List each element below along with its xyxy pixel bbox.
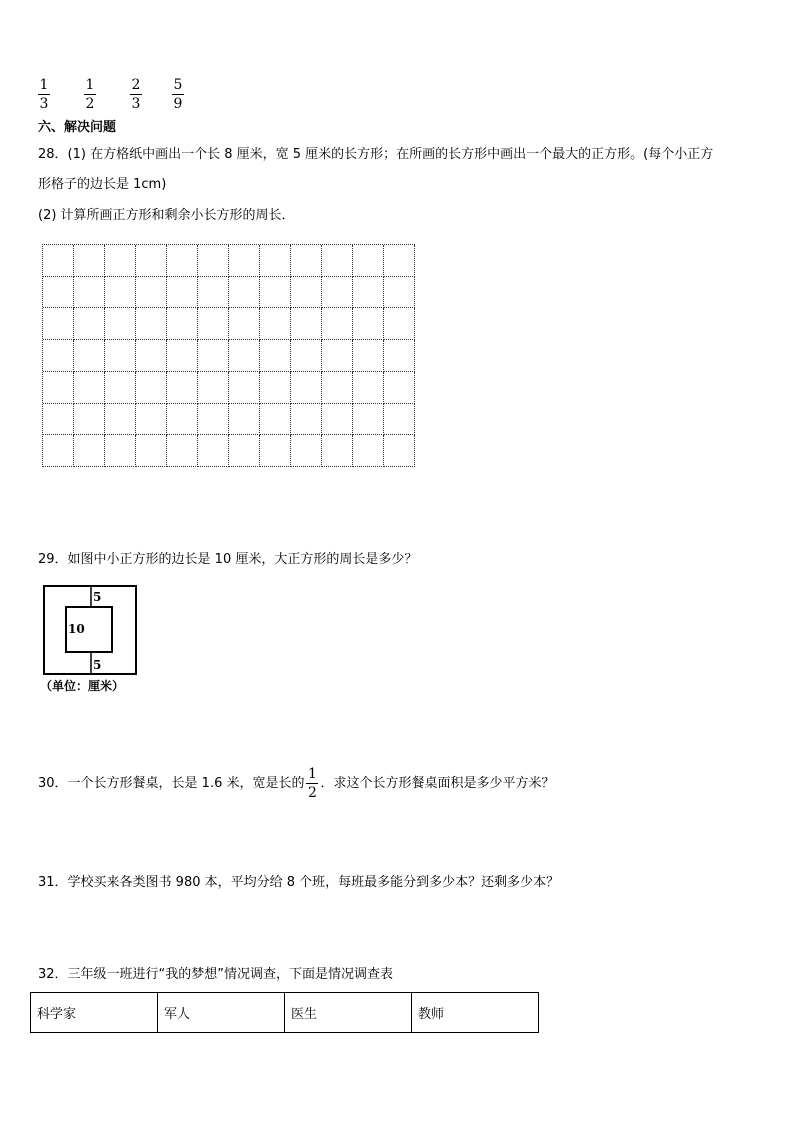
grid-cell[interactable] [291,435,322,467]
grid-paper[interactable] [42,244,415,467]
grid-cell[interactable] [260,277,291,309]
grid-cell[interactable] [322,308,353,340]
q28-line2: 形格子的边长是 1cm) [38,177,167,192]
left-label: 10 [68,622,85,636]
grid-cell[interactable] [74,404,105,436]
fraction-denominator: 3 [131,96,141,112]
grid-cell[interactable] [260,404,291,436]
q29-figure [40,584,140,696]
grid-cell[interactable] [136,277,167,309]
grid-cell[interactable] [353,245,384,277]
fraction-numerator: 1 [39,77,49,93]
bottom-label: 5 [93,658,102,672]
grid-cell[interactable] [136,372,167,404]
q30-text-before: 30．一个长方形餐桌，长是 1.6 米，宽是长的 [38,775,305,791]
q32-text: 32．三年级一班进行“我的梦想”情况调查，下面是情况调查表 [38,967,394,982]
top-label: 5 [93,590,102,604]
grid-cell[interactable] [229,245,260,277]
grid-cell[interactable] [291,277,322,309]
grid-cell[interactable] [384,245,415,277]
grid-cell[interactable] [384,277,415,309]
grid-cell[interactable] [384,340,415,372]
fraction-numerator: 1 [85,77,95,93]
grid-cell[interactable] [291,372,322,404]
grid-cell[interactable] [291,308,322,340]
grid-cell[interactable] [353,435,384,467]
q30-line [38,766,555,801]
grid-cell[interactable] [105,404,136,436]
grid-cell[interactable] [198,245,229,277]
table-cell: 科学家 [31,993,158,1033]
grid-cell[interactable] [260,245,291,277]
grid-cell[interactable] [74,308,105,340]
grid-cell[interactable] [43,308,74,340]
grid-cell[interactable] [260,372,291,404]
grid-cell[interactable] [105,372,136,404]
grid-cell[interactable] [322,340,353,372]
grid-cell[interactable] [291,245,322,277]
q30-fraction [306,766,318,801]
grid-cell[interactable] [74,245,105,277]
grid-cell[interactable] [167,245,198,277]
table-cell: 军人 [158,993,285,1033]
grid-cell[interactable] [198,372,229,404]
grid-cell[interactable] [136,308,167,340]
q30-text-after: ．求这个长方形餐桌面积是多少平方米？ [320,775,555,791]
grid-cell[interactable] [322,372,353,404]
grid-cell[interactable] [198,404,229,436]
grid-cell[interactable] [43,340,74,372]
grid-cell[interactable] [353,277,384,309]
grid-cell[interactable] [43,435,74,467]
fraction-numerator: 2 [131,77,141,93]
table-cell: 医生 [285,993,412,1033]
grid-cell[interactable] [105,340,136,372]
section-title: 六、解决问题 [38,120,117,135]
grid-cell[interactable] [322,245,353,277]
unit-label: （单位：厘米） [40,679,125,693]
fraction-denominator: 9 [173,96,183,112]
q28-line1: 28．(1) 在方格纸中画出一个长 8 厘米，宽 5 厘米的长方形；在所画的长方形中画出一个最大的正方形。(每个小正方 [38,147,714,162]
grid-cell[interactable] [167,372,198,404]
grid-cell[interactable] [353,372,384,404]
grid-cell[interactable] [198,277,229,309]
grid-cell[interactable] [322,404,353,436]
table-cell: 教师 [412,993,539,1033]
grid-cell[interactable] [229,372,260,404]
grid-cell[interactable] [43,372,74,404]
grid-cell[interactable] [105,308,136,340]
grid-cell[interactable] [43,245,74,277]
fraction-denominator: 2 [85,96,95,112]
grid-cell[interactable] [43,404,74,436]
grid-cell[interactable] [105,245,136,277]
grid-cell[interactable] [167,435,198,467]
fraction-row [38,77,198,117]
grid-cell[interactable] [74,340,105,372]
q31-text: 31．学校买来各类图书 980 本，平均分给 8 个班，每班最多能分到多少本？还剩多少本？ [38,875,560,890]
grid-cell[interactable] [198,308,229,340]
grid-cell[interactable] [291,404,322,436]
q29-text: 29．如图中小正方形的边长是 10 厘米，大正方形的周长是多少？ [38,552,418,567]
grid-cell[interactable] [105,277,136,309]
fraction-3 [130,77,142,112]
grid-cell[interactable] [136,340,167,372]
grid-cell[interactable] [353,308,384,340]
grid-cell[interactable] [167,308,198,340]
grid-cell[interactable] [167,404,198,436]
survey-table [30,992,539,1033]
grid-cell[interactable] [322,277,353,309]
fraction-denominator: 2 [308,785,317,801]
grid-cell[interactable] [229,404,260,436]
grid-cell[interactable] [74,435,105,467]
grid-cell[interactable] [384,404,415,436]
grid-cell[interactable] [167,277,198,309]
grid-cell[interactable] [74,277,105,309]
grid-cell[interactable] [229,277,260,309]
grid-cell[interactable] [353,340,384,372]
q28-line3: (2) 计算所画正方形和剩余小长方形的周长． [38,208,295,223]
grid-cell[interactable] [105,435,136,467]
fraction-2 [84,77,96,112]
fraction-4 [172,77,184,112]
table-row [31,993,539,1033]
grid-cell[interactable] [291,340,322,372]
grid-cell[interactable] [43,277,74,309]
fraction-denominator: 3 [39,96,49,112]
grid-cell[interactable] [229,435,260,467]
grid-cell[interactable] [322,435,353,467]
grid-cell[interactable] [384,372,415,404]
big-square [44,586,136,674]
grid-cell[interactable] [229,340,260,372]
grid-cell[interactable] [74,372,105,404]
grid-cell[interactable] [384,435,415,467]
grid-cell[interactable] [136,404,167,436]
grid-cell[interactable] [260,308,291,340]
grid-cell[interactable] [260,435,291,467]
grid-cell[interactable] [198,340,229,372]
grid-cell[interactable] [167,340,198,372]
grid-cell[interactable] [198,435,229,467]
fraction-1 [38,77,50,112]
fraction-numerator: 5 [173,77,183,93]
grid-cell[interactable] [136,245,167,277]
grid-cell[interactable] [229,308,260,340]
grid-cell[interactable] [260,340,291,372]
grid-cell[interactable] [136,435,167,467]
grid-cell[interactable] [353,404,384,436]
fraction-numerator: 1 [308,766,317,782]
grid-cell[interactable] [384,308,415,340]
